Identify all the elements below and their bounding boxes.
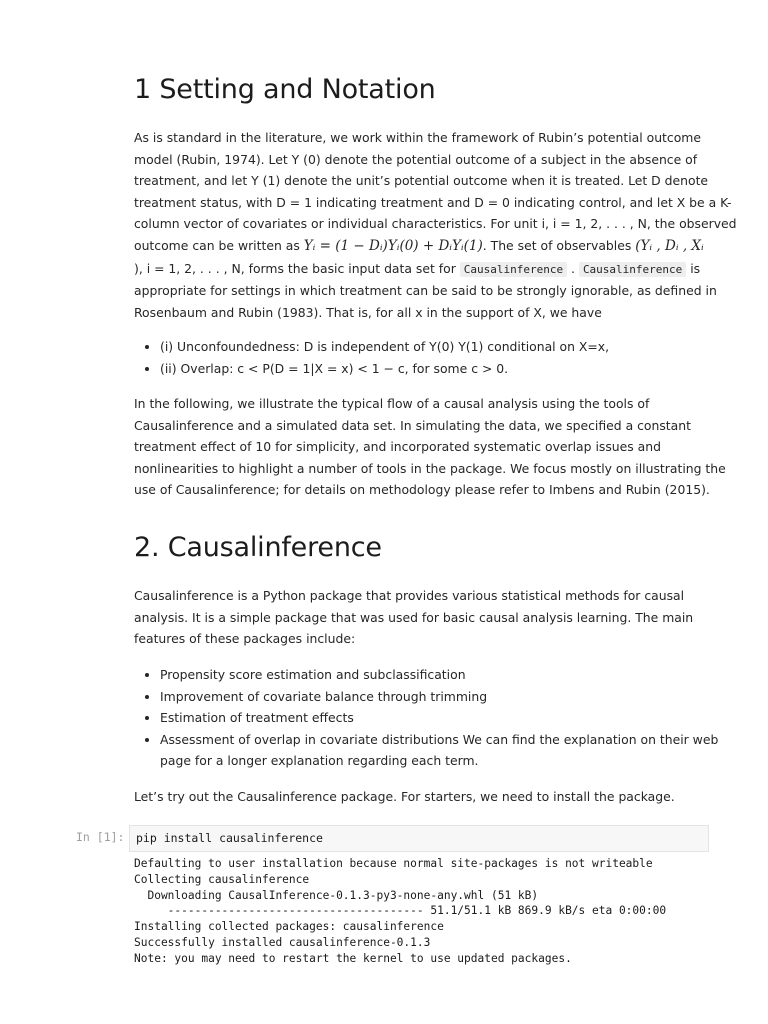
text-fragment: . xyxy=(567,260,579,276)
text-fragment: . The set of observables xyxy=(482,237,636,253)
text-line: In the following, we illustrate the typical flow of a causal analysis using the tools of xyxy=(134,396,650,411)
text-line: column vector of covariates or individual characteristics. For unit i, i = 1, 2, . . . , N, the observed xyxy=(134,216,737,232)
text-line: treatment, and let Y (1) denote the unit’s potential outcome when it is treated. Let D denote xyxy=(134,173,709,189)
list-item: • (ii) Overlap: c < P(D = 1|X = x) < 1 − c, for some c > 0. xyxy=(160,358,700,380)
list-item: • Estimation of treatment effects xyxy=(160,707,700,729)
text-line: Causalinference and a simulated data set. In simulating the data, we specified a constant xyxy=(134,417,691,433)
code-text[interactable]: pip install causalinference xyxy=(136,831,323,845)
text-line: page for a longer explanation regarding each term. xyxy=(160,753,479,769)
text-line xyxy=(134,258,701,281)
list-item xyxy=(160,729,719,772)
inline-code: Causalinference xyxy=(579,262,686,277)
text-line: • Assessment of overlap in covariate distributions We can find the explanation on their web xyxy=(160,731,719,747)
section1-heading: 1 Setting and Notation xyxy=(134,74,436,105)
code-cell-input[interactable] xyxy=(129,825,709,852)
text-line: analysis. It is a simple package that was used for basic causal analysis learning. The main xyxy=(134,609,694,625)
inline-code: Causalinference xyxy=(460,262,567,277)
text-line: nonlinearities to highlight a number of tools in the package. We focus mostly on illustrating the xyxy=(134,460,726,476)
text-fragment: is xyxy=(686,260,701,276)
text-line xyxy=(134,235,704,258)
cell-prompt: In [1]: xyxy=(76,830,125,844)
features-list xyxy=(134,664,719,772)
text-fragment: ), i = 1, 2, . . . , N, forms the basic input data set for xyxy=(134,260,460,276)
text-line: model (Rubin, 1974). Let Y (0) denote the potential outcome of a subject in the absence of xyxy=(134,151,698,167)
text-line: treatment effect of 10 for simplicity, and incorporated systematic overlap issues and xyxy=(134,439,661,455)
list-item: • Improvement of covariate balance through trimming xyxy=(160,686,700,708)
section2-heading: 2. Causalinference xyxy=(134,532,382,563)
cell-output: Defaulting to user installation because normal site-packages is not writeable Collecting causalinference Downloading CausalInference-0.1.3-py3-none-any.whl (51 kB) -------------------------------------- 51.1/51.1 kB 869.9 kB/s eta 0:00:00 Installing collected packages: causalinference Successfully installed causalinference-0.1.3 Note: you may need to restart the kernel to use updated packages. xyxy=(134,857,667,965)
text-line: features of these packages include: xyxy=(134,631,356,647)
text-fragment: outcome can be written as xyxy=(134,237,304,253)
outcome-equation: Yᵢ = (1 − Dᵢ)Yᵢ(0) + DᵢYᵢ(1) xyxy=(303,237,483,254)
list-item: • (i) Unconfoundedness: D is independent of Y(0) Y(1) conditional on X=x, xyxy=(160,336,700,358)
section1-flow-paragraph xyxy=(134,393,726,501)
text-line: Causalinference is a Python package that provides various statistical methods for causal xyxy=(134,588,685,603)
text-line: treatment status, with D = 1 indicating treatment and D = 0 indicating control, and let X be a K- xyxy=(134,194,732,210)
text-line: use of Causalinference; for details on methodology please refer to Imbens and Rubin (2015). xyxy=(134,482,710,498)
observables-tuple: (Yᵢ , Dᵢ , Xᵢ xyxy=(635,237,704,254)
section2-intro-paragraph xyxy=(134,585,694,650)
text-line: As is standard in the literature, we work within the framework of Rubin’s potential outcome xyxy=(134,130,701,145)
section1-intro-paragraph xyxy=(134,127,737,323)
text-line: appropriate for settings in which treatment can be said to be strongly ignorable, as defined in xyxy=(134,283,717,299)
install-paragraph xyxy=(134,786,694,808)
text-line: Let’s try out the Causalinference package. For starters, we need to install the package. xyxy=(134,789,675,804)
list-item: • Propensity score estimation and subclassification xyxy=(160,664,700,686)
assumptions-list xyxy=(134,336,700,379)
text-line: Rosenbaum and Rubin (1983). That is, for all x in the support of X, we have xyxy=(134,304,602,320)
